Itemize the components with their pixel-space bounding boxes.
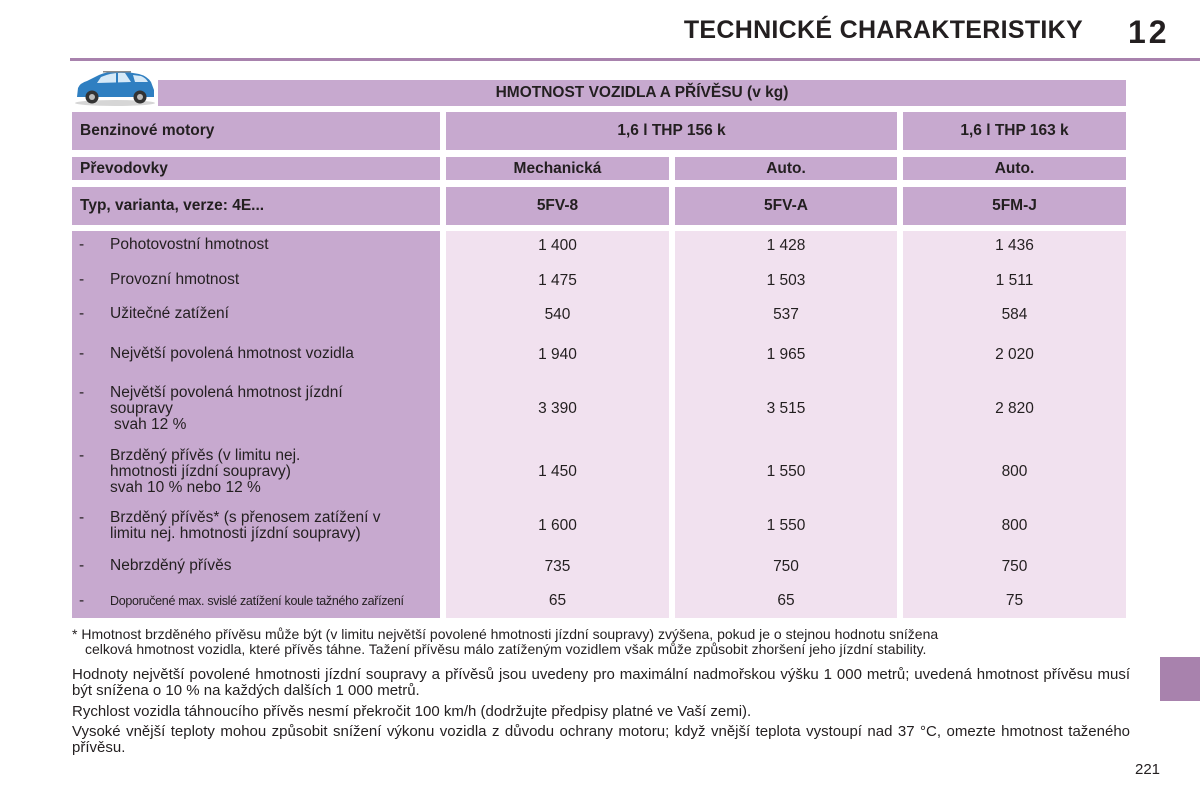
- gearbox-1: Mechanická: [446, 157, 669, 180]
- type-1: 5FV-8: [446, 187, 669, 225]
- engine-1: 1,6 l THP 156 k: [446, 112, 897, 150]
- row-value: 800: [1001, 517, 1028, 534]
- gearbox-2: Auto.: [675, 157, 897, 180]
- row-value: 750: [1001, 558, 1028, 575]
- header-rule: [70, 58, 1200, 61]
- type-label: Typ, varianta, verze: 4E...: [72, 187, 440, 225]
- table-title: HMOTNOST VOZIDLA A PŘÍVĚSU (v kg): [158, 80, 1126, 106]
- row-value: 75: [1005, 592, 1024, 609]
- row-value: 1 436: [995, 237, 1034, 254]
- row-value: 1 511: [995, 272, 1034, 289]
- gearbox-3: Auto.: [903, 157, 1126, 180]
- page-number: 221: [1135, 761, 1161, 778]
- row-value: 1 550: [766, 463, 806, 480]
- engine-2: 1,6 l THP 163 k: [903, 112, 1126, 150]
- paragraph-temperature: Vysoké vnější teploty mohou způsobit snížení výkonu vozidla z důvodu ochrany motoru; když vnější teplota vystoupí nad 37 °C, omezte hmotnost taženého přívěsu.: [72, 723, 1130, 756]
- row-value: 1 450: [538, 463, 577, 480]
- type-2: 5FV-A: [675, 187, 897, 225]
- paragraph-altitude: Hodnoty největší povolené hmotnosti jízdní soupravy a přívěsů jsou uvedeny pro maximální nadmořskou výšku 1 000 metrů; uvedená hmotnost přívěsu musí být snížena o 10 % na každých dalších 1 000 metrů.: [72, 666, 1130, 699]
- row-value: 735: [544, 558, 571, 575]
- type-3: 5FM-J: [903, 187, 1126, 225]
- row-value: 1 940: [538, 346, 577, 363]
- row-value: 1 965: [766, 346, 806, 363]
- row-value: 1 428: [766, 237, 806, 254]
- chapter-title: TECHNICKÉ CHARAKTERISTIKY: [683, 16, 1083, 44]
- row-value: 584: [1001, 306, 1028, 323]
- row-value: 750: [773, 558, 799, 575]
- gearbox-label: Převodovky: [72, 157, 440, 180]
- row-value: 537: [773, 306, 799, 323]
- chapter-number: 12: [1128, 14, 1170, 50]
- row-value: 800: [1001, 463, 1028, 480]
- car-icon: [73, 69, 157, 107]
- row-value: 1 600: [538, 517, 577, 534]
- row-value: 3 515: [766, 400, 806, 417]
- row-value: 2 820: [995, 400, 1034, 417]
- footnote: * Hmotnost brzděného přívěsu může být (v limitu největší povolené hmotnosti jízdní soupravy) zvýšena, pokud je o stejnou hodnotu snížena celková hmotnost vozidla, které přívěs táhne. Tažení přívěsu málo zatíženým vozidlem však může způsobit zhoršení jeho jízdní stability.: [72, 626, 939, 657]
- row-value: 65: [777, 592, 795, 609]
- chapter-tab: [1160, 657, 1200, 701]
- row-value: 65: [548, 592, 567, 609]
- row-value: 1 475: [538, 272, 577, 289]
- row-value: 2 020: [995, 346, 1034, 363]
- row-value: 3 390: [538, 400, 577, 417]
- row-value: 1 400: [538, 237, 577, 254]
- row-value: 1 550: [766, 517, 806, 534]
- row-value: 1 503: [766, 272, 806, 289]
- paragraph-speed: Rychlost vozidla táhnoucího přívěs nesmí překročit 100 km/h (dodržujte předpisy platné ve Vaší zemi).: [72, 703, 752, 720]
- engines-label: Benzinové motory: [72, 112, 440, 150]
- row-value: 540: [544, 306, 571, 323]
